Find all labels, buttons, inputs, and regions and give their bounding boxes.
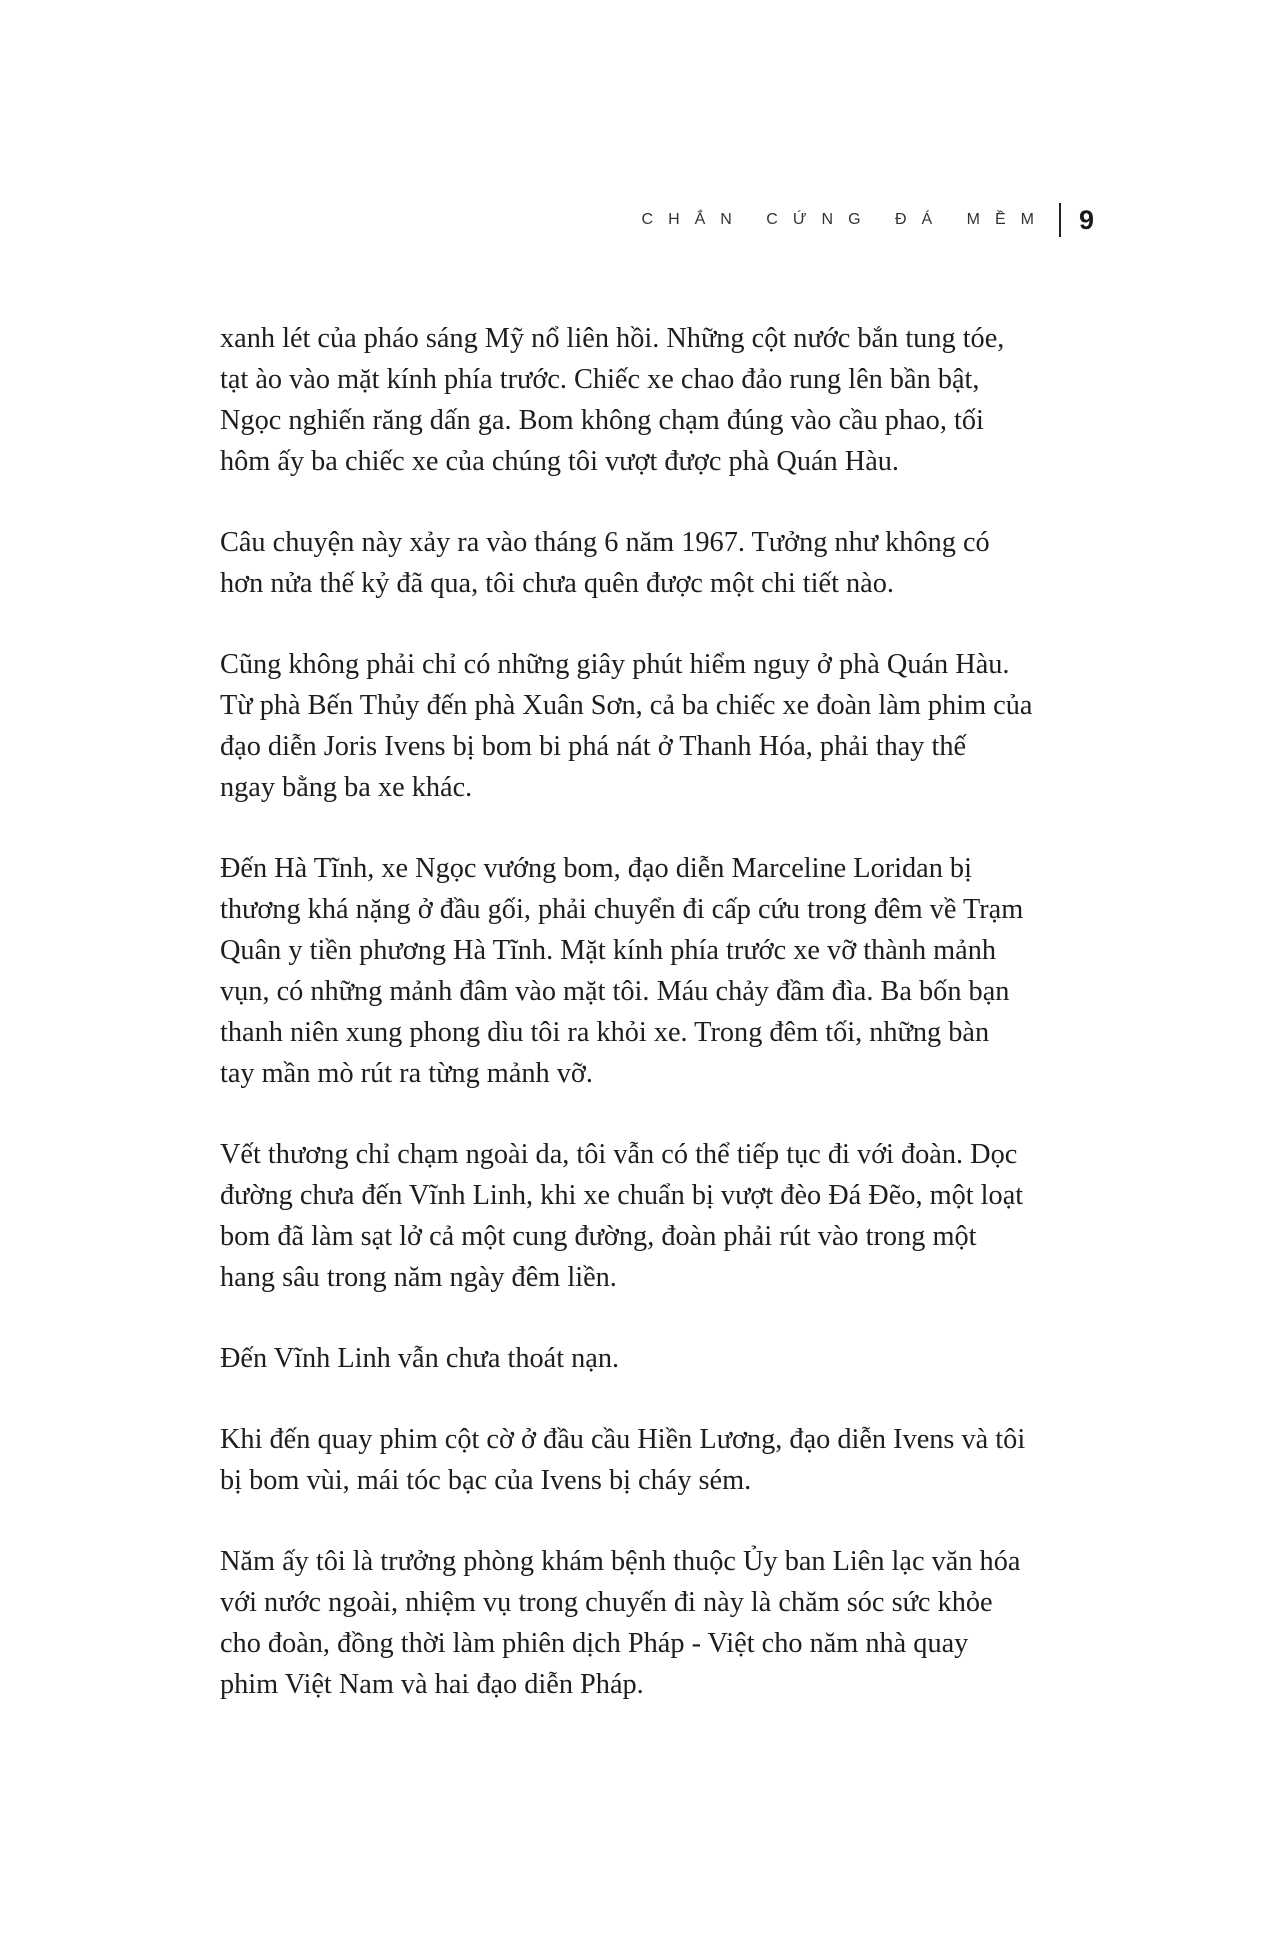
text-line: Ngọc nghiến răng dấn ga. Bom không chạm đúng vào cầu phao, tối <box>220 405 984 436</box>
text-line: tạt ào vào mặt kính phía trước. Chiếc xe chao đảo rung lên bần bật, <box>220 364 980 395</box>
text-line: thanh niên xung phong dìu tôi ra khỏi xe. Trong đêm tối, những bàn <box>220 1017 990 1048</box>
header-divider <box>1059 203 1061 237</box>
text-line: Khi đến quay phim cột cờ ở đầu cầu Hiền Lương, đạo diễn Ivens và tôi <box>220 1424 1026 1455</box>
body-text <box>220 318 1060 1745</box>
text-line: hang sâu trong năm ngày đêm liền. <box>220 1262 617 1293</box>
text-line: bom đã làm sạt lở cả một cung đường, đoàn phải rút vào trong một <box>220 1221 977 1252</box>
text-line: bị bom vùi, mái tóc bạc của Ivens bị cháy sém. <box>220 1465 752 1496</box>
text-line: Từ phà Bến Thủy đến phà Xuân Sơn, cả ba chiếc xe đoàn làm phim của <box>220 690 1033 721</box>
paragraph <box>220 1541 1060 1705</box>
text-line: cho đoàn, đồng thời làm phiên dịch Pháp - Việt cho năm nhà quay <box>220 1628 969 1659</box>
text-line: phim Việt Nam và hai đạo diễn Pháp. <box>220 1669 644 1700</box>
text-line: vụn, có những mảnh đâm vào mặt tôi. Máu chảy đầm đìa. Ba bốn bạn <box>220 976 1010 1007</box>
text-line: tay mần mò rút ra từng mảnh vỡ. <box>220 1058 593 1089</box>
paragraph <box>220 644 1060 808</box>
paragraph <box>220 318 1060 482</box>
page-number: 9 <box>1078 204 1094 235</box>
text-line: đạo diễn Joris Ivens bị bom bi phá nát ở Thanh Hóa, phải thay thế <box>220 731 967 762</box>
paragraph <box>220 1134 1060 1298</box>
text-line: Đến Hà Tĩnh, xe Ngọc vướng bom, đạo diễn Marceline Loridan bị <box>220 853 972 884</box>
book-title: CHẮN CỨNG ĐÁ MỀM <box>641 211 1049 228</box>
text-line: thương khá nặng ở đầu gối, phải chuyển đi cấp cứu trong đêm về Trạm <box>220 894 1024 925</box>
text-line: Vết thương chỉ chạm ngoài da, tôi vẫn có thể tiếp tục đi với đoàn. Dọc <box>220 1139 1018 1170</box>
text-line: hơn nửa thế kỷ đã qua, tôi chưa quên được một chi tiết nào. <box>220 568 894 599</box>
running-header <box>642 200 1094 240</box>
text-line: ngay bằng ba xe khác. <box>220 772 473 803</box>
text-line: Năm ấy tôi là trưởng phòng khám bệnh thuộc Ủy ban Liên lạc văn hóa <box>220 1546 1021 1577</box>
text-line: xanh lét của pháo sáng Mỹ nổ liên hồi. Những cột nước bắn tung tóe, <box>220 323 1005 354</box>
paragraph <box>220 848 1060 1094</box>
text-line: hôm ấy ba chiếc xe của chúng tôi vượt được phà Quán Hàu. <box>220 446 899 477</box>
text-line: Câu chuyện này xảy ra vào tháng 6 năm 1967. Tưởng như không có <box>220 527 990 558</box>
paragraph <box>220 1419 1060 1501</box>
text-line: Quân y tiền phương Hà Tĩnh. Mặt kính phía trước xe vỡ thành mảnh <box>220 935 997 966</box>
text-line: Đến Vĩnh Linh vẫn chưa thoát nạn. <box>220 1343 620 1374</box>
text-line: với nước ngoài, nhiệm vụ trong chuyến đi này là chăm sóc sức khỏe <box>220 1587 993 1618</box>
paragraph <box>220 522 1060 604</box>
text-line: Cũng không phải chỉ có những giây phút hiểm nguy ở phà Quán Hàu. <box>220 649 1010 680</box>
text-line: đường chưa đến Vĩnh Linh, khi xe chuẩn bị vượt đèo Đá Đẽo, một loạt <box>220 1180 1024 1211</box>
paragraph <box>220 1338 1060 1379</box>
